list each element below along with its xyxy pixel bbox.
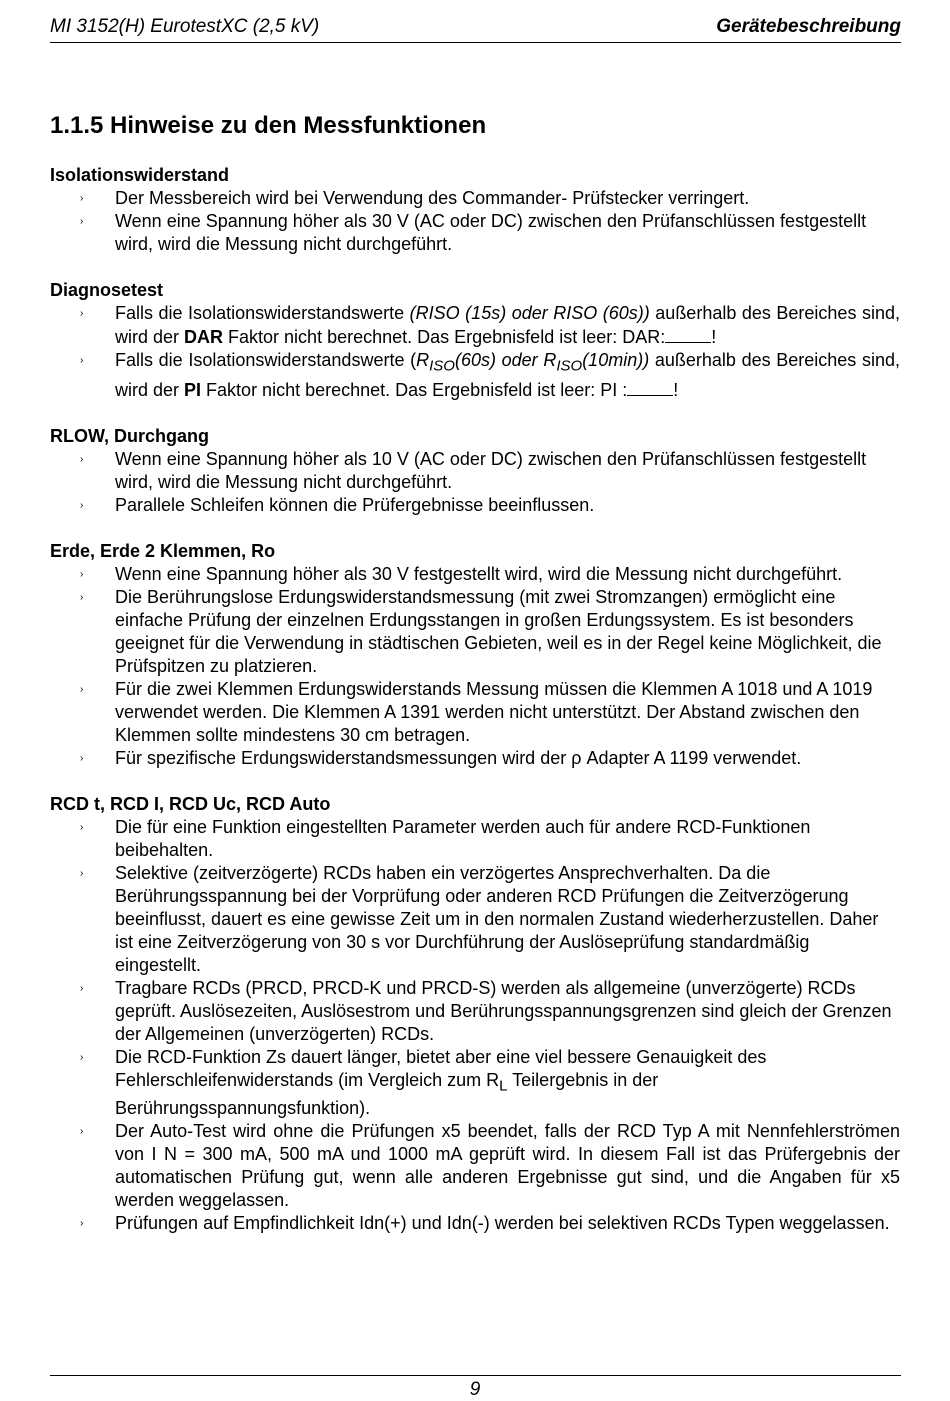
bullet-icon: › [80, 193, 84, 204]
text-run: Faktor nicht berechnet. Das Ergebnisfeld ist leer: DAR: [223, 327, 666, 347]
header-manual-title: MI 3152(H) EurotestXC (2,5 kV) [50, 16, 320, 37]
text-run-italic: R [543, 350, 557, 370]
bullet-icon: › [80, 982, 84, 994]
bullet-icon: › [80, 821, 84, 833]
blank-field [627, 378, 673, 396]
list-item [50, 210, 900, 256]
section-heading: 1.1.5 Hinweise zu den Messfunktionen [50, 112, 487, 139]
list-item-text: Die für eine Funktion eingestellten Parameter werden auch für andere RCD-Funktionen beibehalten. [115, 816, 811, 860]
section-isolation [50, 164, 900, 256]
text-run: Die RCD-Funktion Zs dauert länger, bietet aber eine viel bessere Genauigkeit des Fehlerschleifenwiderstands (im Vergleich zum R [115, 1046, 767, 1090]
text-run-italic: R [416, 350, 430, 370]
bullet-icon: › [80, 355, 84, 366]
bullet-icon: › [80, 1126, 84, 1138]
list-item [50, 494, 900, 517]
text-run: ! [673, 379, 679, 400]
footer-divider [50, 1375, 901, 1376]
list-item-text: Tragbare RCDs (PRCD, PRCD-K und PRCD-S) werden als allgemeine (unverzögerte) RCDs geprüft. Auslösezeiten, Auslösestrom und Berührungsspannungsgrenzen sind gleich der Grenzen der Allgemeinen (unverzögerten) RCDs. [115, 977, 892, 1044]
subscript: ISO [556, 357, 583, 375]
text-run-italic: (RISO (15s) oder RISO (60s)) [409, 303, 650, 323]
bullet-icon: › [80, 453, 84, 465]
bullet-icon: › [80, 867, 84, 879]
section-rcd [50, 793, 900, 1236]
page-number: 9 [469, 1379, 481, 1400]
list-item [50, 747, 900, 770]
section-diagnosetest [50, 279, 900, 402]
list-item [50, 862, 900, 977]
list-item-text: Für die zwei Klemmen Erdungswiderstands Messung müssen die Klemmen A 1018 und A 1019 verwendet werden. Die Klemmen A 1391 werden nicht unterstützt. Der Abstand zwischen den Klemmen sollte mindestens 30 cm betragen. [115, 678, 873, 745]
section-erde [50, 540, 900, 770]
subsection-title: RLOW, Durchgang [50, 425, 209, 446]
list-item-text: Parallele Schleifen können die Prüfergebnisse beeinflussen. [115, 494, 595, 515]
text-run: Falls die Isolationswiderstandswerte [115, 303, 410, 323]
text-run-italic: (10min)) [582, 350, 650, 370]
text-run: Falls die Isolationswiderstandswerte ( [115, 350, 417, 370]
list-item-text: Selektive (zeitverzögerte) RCDs haben ein verzögertes Ansprechverhalten. Da die Berührungsspannung bei der Vorprüfung oder anderen RCD Prüfungen die Zeitverzögerung beeinflusst, dauert es eine gewisse Zeit um in den normalen Zustand wiederherzustellen. Daher ist eine Zeitverzögerung von 30 s vor Durchführung der Auslöseprüfung standardmäßig eingestellt. [115, 862, 879, 975]
list-item [50, 563, 900, 586]
bullet-icon: › [80, 308, 84, 319]
text-run: ! [711, 327, 717, 347]
section-rlow [50, 425, 900, 517]
list-item-text: Der Auto-Test wird ohne die Prüfungen x5 beendet, falls der RCD Typ A mit Nennfehlerströmen von I N = 300 mA, 500 mA und 1000 mA geprüft wird. In diesem Fall ist das Prüfergebnis der automatischen Prüfung gut, wenn alle anderen Ergebnisse gut sind, und die Angaben für x5 werden weggelassen. [115, 1121, 900, 1211]
subscript: L [499, 1077, 508, 1095]
list-item-text: Die Berührungslose Erdungswiderstandsmessung (mit zwei Stromzangen) ermöglicht eine einfache Prüfung der einzelnen Erdungsstangen in großen Erdungssystem. Es ist besonders geeignet für die Verwendung in städtischen Gebieten, weil es in der Regel keine Möglichkeit, die Prüfspitzen zu platzieren. [115, 586, 882, 676]
text-run-bold: DAR [184, 327, 224, 347]
list-item [50, 1120, 900, 1212]
bullet-icon: › [80, 1218, 84, 1230]
text-run: Faktor nicht berechnet. Das Ergebnisfeld ist leer: PI : [201, 379, 628, 400]
bullet-icon: › [80, 683, 84, 695]
list-item-text: Wenn eine Spannung höher als 30 V (AC oder DC) zwischen den Prüfanschlüssen festgestellt wird, wird die Messung nicht durchgeführt. [115, 211, 867, 254]
list-item-text: Für spezifische Erdungswiderstandsmessungen wird der ρ Adapter A 1199 verwendet. [115, 747, 802, 768]
text-run: außerhalb des Bereiches sind, wird der [115, 303, 900, 347]
bullet-icon: › [80, 752, 84, 764]
bullet-icon: › [80, 1051, 84, 1063]
list-item-text: Wenn eine Spannung höher als 10 V (AC oder DC) zwischen den Prüfanschlüssen festgestellt wird, wird die Messung nicht durchgeführt. [115, 448, 867, 492]
subsection-title: Erde, Erde 2 Klemmen, Ro [50, 540, 276, 561]
list-item [50, 586, 900, 678]
bullet-icon: › [80, 568, 84, 580]
list-item [50, 187, 900, 210]
list-item [50, 816, 900, 862]
list-item [50, 302, 900, 349]
subsection-title: Diagnosetest [50, 280, 164, 300]
list-item [50, 678, 900, 747]
subsection-title: Isolationswiderstand [50, 165, 230, 185]
document-body [50, 164, 900, 1258]
list-item-text: Prüfungen auf Empfindlichkeit Idn(+) und Idn(-) werden bei selektiven RCDs Typen weggelassen. [115, 1213, 890, 1234]
text-run: außerhalb des Bereiches sind, wird der [115, 350, 900, 400]
bullet-icon: › [80, 499, 84, 511]
text-run: Teilergebnis in der Berührungsspannungsfunktion). [115, 1069, 659, 1119]
text-run-bold: PI [184, 379, 202, 400]
list-item [50, 448, 900, 494]
text-run-italic: (60s) oder [454, 350, 544, 370]
bullet-icon: › [80, 216, 84, 227]
list-item [50, 977, 900, 1046]
subsection-title: RCD t, RCD I, RCD Uc, RCD Auto [50, 793, 331, 814]
list-item [50, 1046, 900, 1121]
subscript: ISO [429, 357, 455, 375]
page-header [50, 16, 901, 43]
header-chapter-title: Gerätebeschreibung [716, 16, 901, 37]
bullet-icon: › [80, 591, 84, 603]
blank-field [665, 325, 711, 343]
list-item-text: Wenn eine Spannung höher als 30 V festgestellt wird, wird die Messung nicht durchgeführt. [115, 563, 843, 584]
list-item [50, 1212, 900, 1235]
list-item [50, 349, 900, 402]
list-item-text: Der Messbereich wird bei Verwendung des Commander- Prüfstecker verringert. [115, 188, 750, 208]
